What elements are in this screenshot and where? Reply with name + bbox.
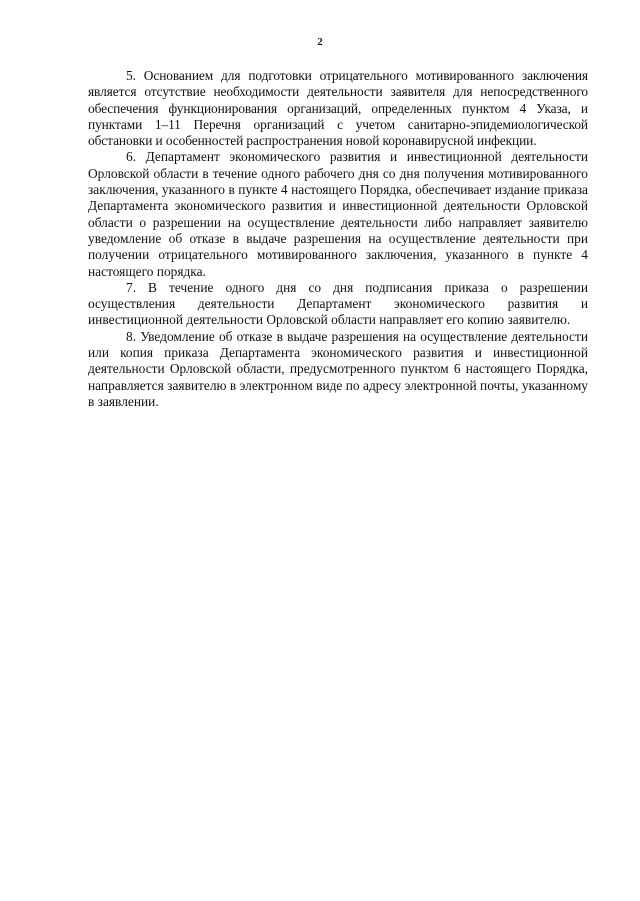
- page-number: 2: [317, 36, 323, 48]
- paragraph-7: 7. В течение одного дня со дня подписания приказа о разрешении осуществления деятельности Департамент экономического развития и инвестиционной деятельности Орловской области направляет его копию заявителю.: [88, 279, 588, 328]
- paragraph-6: 6. Департамент экономического развития и инвестиционной деятельности Орловской области в течение одного рабочего дня со дня получения мотивированного заключения, указанного в пункте 4 настоящего Порядка, обеспечивает издание приказа Департамента экономического развития и инвестиционной деятельности Орловской области о разрешении на осуществление деятельности либо направляет заявителю уведомление об отказе в выдаче разрешения на осуществление деятельности при получении отрицательного мотивированного заключения, указанного в пункте 4 настоящего порядка.: [88, 149, 588, 279]
- document-body: [88, 68, 588, 410]
- paragraph-5: 5. Основанием для подготовки отрицательного мотивированного заключения является отсутствие необходимости деятельности заявителя для непосредственного обеспечения функционирования организаций, определенных пунктом 4 Указа, и пунктами 1–11 Перечня организаций с учетом санитарно-эпидемиологической обстановки и особенностей распространения новой коронавирусной инфекции.: [88, 68, 588, 149]
- paragraph-8: 8. Уведомление об отказе в выдаче разрешения на осуществление деятельности или копия приказа Департамента экономического развития и инвестиционной деятельности Орловской области, предусмотренного пунктом 6 настоящего Порядка, направляется заявителю в электронном виде по адресу электронной почты, указанному в заявлении.: [88, 328, 588, 409]
